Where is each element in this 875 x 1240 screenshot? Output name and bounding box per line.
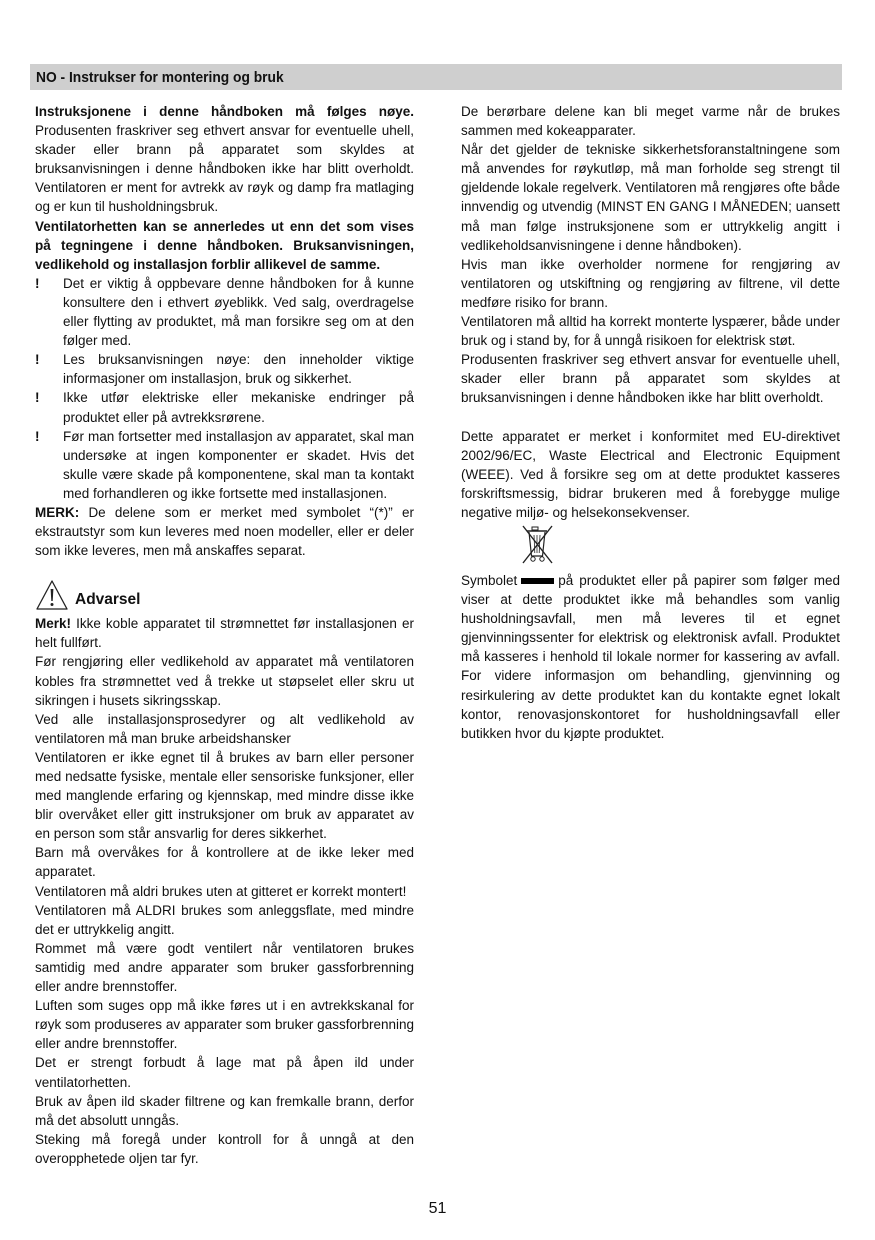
exclamation-icon: !: [35, 390, 40, 406]
exclamation-icon: !: [35, 275, 40, 291]
warning-paragraph: Barn må overvåkes for å kontrollere at de ikke leker med apparatet.: [35, 845, 414, 880]
warning-paragraph: Ventilatoren må ALDRI brukes som anleggsflate, med mindre det er uttrykkelig angitt.: [35, 902, 414, 937]
exclamation-icon: !: [35, 352, 40, 368]
weee-paragraph: Dette apparatet er merket i konformitet med EU-direktivet 2002/96/EC, Waste Electrical and Electronic Equipment (WEEE). Ved å forsikre seg om at dette produktet kasseres forskriftsmessig, bidrar brukeren med å forebygge mulige negative miljø- og helsekonsekvenser.: [461, 428, 840, 520]
warning-paragraph: Rommet må være godt ventilert når ventilatoren brukes samtidig med andre apparater som bruker gassforbrenning eller andre brennstoffer.: [35, 940, 414, 995]
symbol-paragraph: Symbolet på produktet eller på papirer som følger med viser at dette produktet ikke må behandles som vanlig husholdningsavfall, men må leveres til et egnet gjenvinningssenter for elektrisk og elektronisk avfall. Produktet må kasseres i henhold til lokale normer for kassering av avfall. For videre informasjon om behandling, gjenvinning og resirkulering av dette produktet kan du kontakte egnet lokalt kontor, renovasjonskontoret for husholdningsavfall eller butikken hvor du kjøpte produktet.: [461, 572, 840, 741]
left-column: [35, 102, 414, 1168]
weee-symbol: [461, 523, 840, 571]
warning-paragraph: Luften som suges opp må ikke føres ut i en avtrekkskanal for røyk som produseres av apparater som bruker gassforbrenning eller andre brennstoffer.: [35, 998, 414, 1052]
warning-paragraph: Ventilatoren er ikke egnet til å brukes av barn eller personer med nedsatte fysiske, mentale eller sensoriske funksjoner, eller med manglende erfaring og kjennskap, med mindre disse ikke blir overvåket eller gitt instruksjoner om bruk av apparatet av en person som står ansvarlig for deres sikkerhet.: [35, 749, 414, 842]
list-item: ! Ikke utfør elektriske eller mekaniske endringer på produktet eller på avtrekksrørene.: [35, 390, 414, 425]
design-note: Ventilatorhetten kan se annerledes ut enn det som vises på tegningene i denne håndboken. Bruksanvisningen, vedlikehold og installasjon forblir allikevel de samme.: [35, 218, 414, 272]
intro-paragraph: [35, 102, 414, 217]
right-paragraph: Når det gjelder de tekniske sikkerhetsforanstaltningene som må anvendes for røykutløp, må man forholde seg strengt til gjeldende lokale regelverk. Ventilatoren må rengjøres ofte både innvendig og utvendig (MINST EN GANG I MÅNEDEN; uansett må man følge instruksjonene som er uttrykkelig angitt i vedlikeholdsanvisningene i denne håndboken).: [461, 142, 840, 253]
section-header-bar: [30, 64, 842, 90]
page-number: 51: [428, 1200, 447, 1217]
section-title: NO - Instrukser for montering og bruk: [36, 69, 284, 86]
exclamation-icon: !: [35, 428, 40, 444]
warning-paragraph: Ved alle installasjonsprosedyrer og alt vedlikehold av ventilatoren må man bruke arbeidshansker: [35, 711, 414, 746]
warning-merk-label: Merk!: [35, 616, 72, 632]
merk-label: MERK:: [35, 504, 80, 520]
safety-list: [35, 274, 414, 503]
warning-paragraph: Før rengjøring eller vedlikehold av apparatet må ventilatoren kobles fra strømnettet ved å trekke ut støpselet eller skru ut sikringen i husets sikringsskap.: [35, 654, 414, 708]
warning-paragraph: Ventilatoren må aldri brukes uten at gitteret er korrekt montert!: [35, 883, 407, 899]
warning-heading: [35, 578, 414, 612]
right-paragraph: Produsenten fraskriver seg ethvert ansvar for eventuelle uhell, skader eller brann på apparatet som skyldes at bruksanvisningen i denne håndboken ikke har blitt overholdt.: [461, 352, 840, 406]
right-paragraph: De berørbare delene kan bli meget varme når de brukes sammen med kokeapparater.: [461, 104, 840, 139]
warning-triangle-icon: [35, 579, 69, 611]
merk-paragraph: MERK: De delene som er merket med symbolet “(*)” er ekstrautstyr som kun leveres med noen modeller, eller er deler som ikke leveres, men må anskaffes separat.: [35, 504, 414, 559]
symbol-word: Symbolet: [461, 572, 518, 588]
warning-merk-paragraph: Merk! Ikke koble apparatet til strømnettet før installasjonen er helt fullført.: [35, 616, 414, 651]
warning-title: Advarsel: [75, 590, 141, 608]
warning-paragraph: Bruk av åpen ild skader filtrene og kan fremkalle brann, derfor må det absolutt unngås.: [35, 1093, 414, 1128]
list-item: ! Det er viktig å oppbevare denne håndboken for å kunne konsultere den i ethvert øyeblikk. Ved salg, overdragelse eller flytting av produktet, må man forsikre seg om at den følger med.: [35, 275, 414, 349]
warning-paragraph: Det er strengt forbudt å lage mat på åpen ild under ventilatorhetten.: [35, 1055, 414, 1090]
spacer: [461, 408, 840, 427]
intro-text: Produsenten fraskriver seg ethvert ansvar for eventuelle uhell, skader eller brann på apparatet som skyldes at bruksanvisningen i denne håndboken ikke har blitt overholdt. Ventilatoren er ment for avtrekk av røyk og damp fra matlaging og er kun til husholdningsbruk.: [35, 123, 414, 215]
right-paragraph: Ventilatoren må alltid ha korrekt monterte lyspærer, både under bruk og i stand by, for å unngå risikoen for elektrisk støt.: [461, 314, 840, 349]
crossed-out-bin-icon: [519, 523, 561, 569]
warning-paragraph: Steking må foregå under kontroll for å unngå at den overopphetede oljen tar fyr.: [35, 1131, 414, 1166]
intro-bold: Instruksjonene i denne håndboken må følges nøye.: [35, 104, 414, 119]
right-paragraph: Hvis man ikke overholder normene for rengjøring av ventilatoren og utskiftning og rengjøring av filtrene, vil dette medføre risiko for brann.: [461, 256, 840, 310]
black-bar-icon: [521, 578, 554, 584]
list-item: ! Les bruksanvisningen nøye: den inneholder viktige informasjoner om installasjon, bruk og sikkerhet.: [35, 352, 414, 387]
list-item: ! Før man fortsetter med installasjon av apparatet, skal man undersøke at ingen komponenter er skadet. Hvis det skulle være skade på komponentene, skal man ta kontakt med forhandleren og ikke fortsette med installasjonen.: [35, 428, 414, 501]
right-column: [461, 102, 840, 743]
